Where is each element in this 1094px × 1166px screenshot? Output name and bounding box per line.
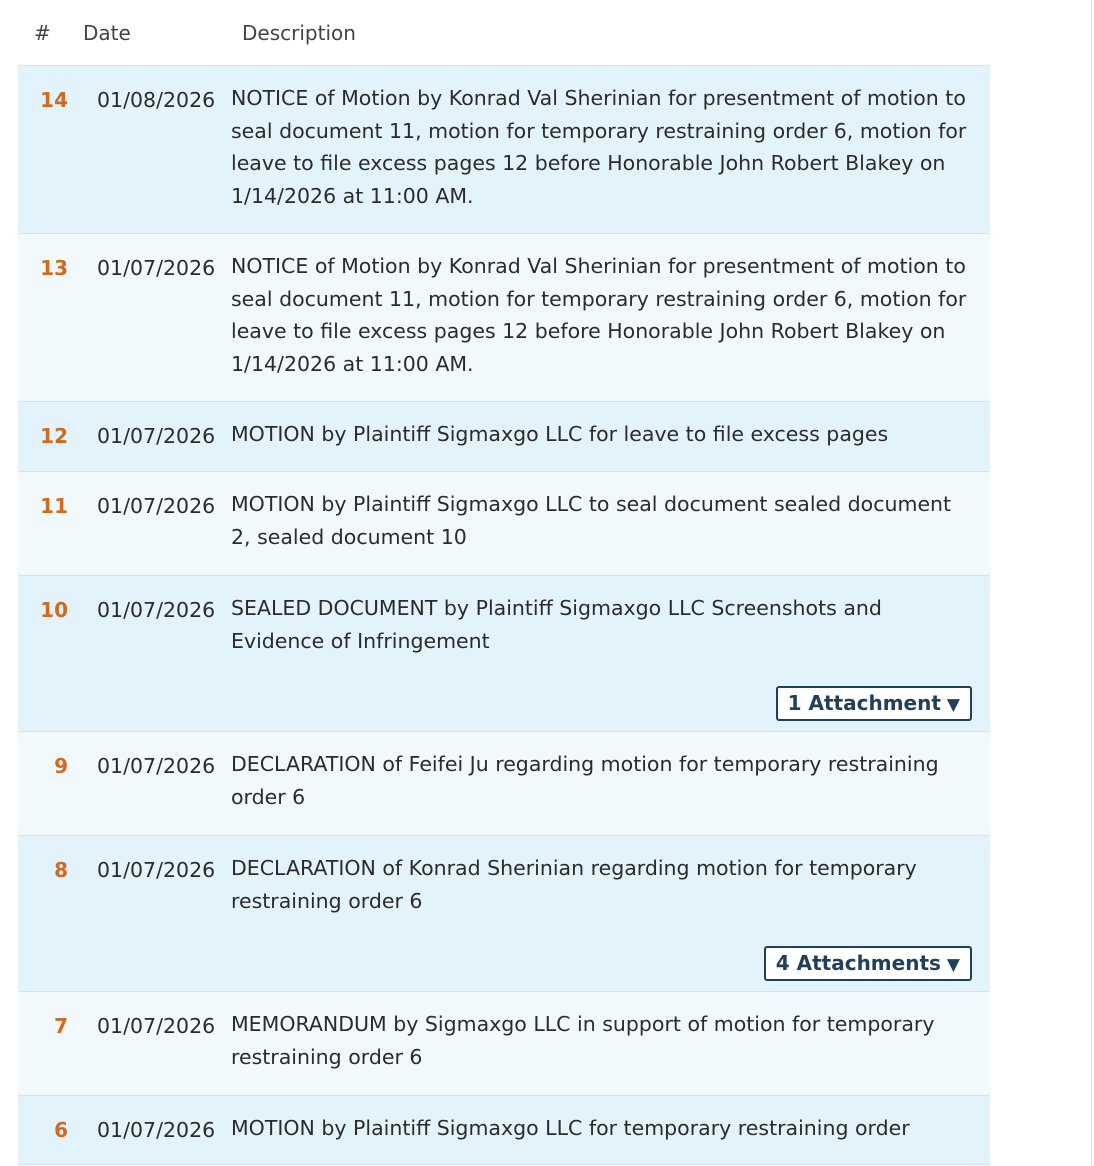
docket-table xyxy=(18,66,990,1165)
entry-description: MOTION by Plaintiff Sigmaxgo LLC for leave to file excess pages xyxy=(231,422,889,446)
entry-number: 10 xyxy=(40,598,68,622)
attachments-label: 4 Attachments xyxy=(775,951,941,975)
attachments-toggle-button[interactable] xyxy=(764,946,972,981)
caret-down-icon: ▼ xyxy=(946,955,960,975)
header-date: Date xyxy=(83,21,131,45)
table-row xyxy=(18,991,990,1096)
entry-number: 11 xyxy=(40,494,68,518)
entry-date: 01/07/2026 xyxy=(97,858,216,882)
table-row xyxy=(18,731,990,836)
entry-number: 7 xyxy=(54,1014,68,1038)
entry-number: 9 xyxy=(54,754,68,778)
table-row xyxy=(18,233,990,402)
attachments-toggle-button[interactable] xyxy=(776,686,972,721)
table-row xyxy=(18,401,990,472)
table-header xyxy=(18,0,990,66)
entry-date: 01/07/2026 xyxy=(97,1014,216,1038)
table-row xyxy=(18,1095,990,1165)
entry-description: MEMORANDUM by Sigmaxgo LLC in support of motion for temporary restraining order 6 xyxy=(231,1012,935,1069)
entry-description: SEALED DOCUMENT by Plaintiff Sigmaxgo LLC Screenshots and Evidence of Infringement xyxy=(231,596,882,653)
entry-number: 6 xyxy=(54,1118,68,1142)
entry-date: 01/08/2026 xyxy=(97,88,216,112)
entry-description: NOTICE of Motion by Konrad Val Sherinian for presentment of motion to seal document 11, motion for temporary restraining order 6, motion for leave to file excess pages 12 before Honorable John Robert Blakey on 1/14/2026 at 11:00 AM. xyxy=(231,86,967,208)
table-row xyxy=(18,575,990,732)
header-number: # xyxy=(34,21,51,45)
entry-date: 01/07/2026 xyxy=(97,256,216,280)
attachments-label: 1 Attachment xyxy=(787,691,941,715)
entry-number: 13 xyxy=(40,256,68,280)
entry-date: 01/07/2026 xyxy=(97,494,216,518)
entry-description: DECLARATION of Konrad Sherinian regarding motion for temporary restraining order 6 xyxy=(231,856,917,913)
entry-description: MOTION by Plaintiff Sigmaxgo LLC for temporary restraining order xyxy=(231,1116,910,1140)
entry-number: 12 xyxy=(40,424,68,448)
entry-number: 14 xyxy=(40,88,68,112)
entry-date: 01/07/2026 xyxy=(97,424,216,448)
table-row xyxy=(18,835,990,992)
header-description: Description xyxy=(242,21,356,45)
caret-down-icon: ▼ xyxy=(946,695,960,715)
entry-description: DECLARATION of Feifei Ju regarding motion for temporary restraining order 6 xyxy=(231,752,939,809)
entry-date: 01/07/2026 xyxy=(97,754,216,778)
table-row xyxy=(18,471,990,576)
entry-number: 8 xyxy=(54,858,68,882)
entry-description: NOTICE of Motion by Konrad Val Sherinian for presentment of motion to seal document 11, motion for temporary restraining order 6, motion for leave to file excess pages 12 before Honorable John Robert Blakey on 1/14/2026 at 11:00 AM. xyxy=(231,254,967,376)
entry-description: MOTION by Plaintiff Sigmaxgo LLC to seal document sealed document 2, sealed document 10 xyxy=(231,492,952,549)
entry-date: 01/07/2026 xyxy=(97,598,216,622)
entry-date: 01/07/2026 xyxy=(97,1118,216,1142)
table-row xyxy=(18,65,990,234)
